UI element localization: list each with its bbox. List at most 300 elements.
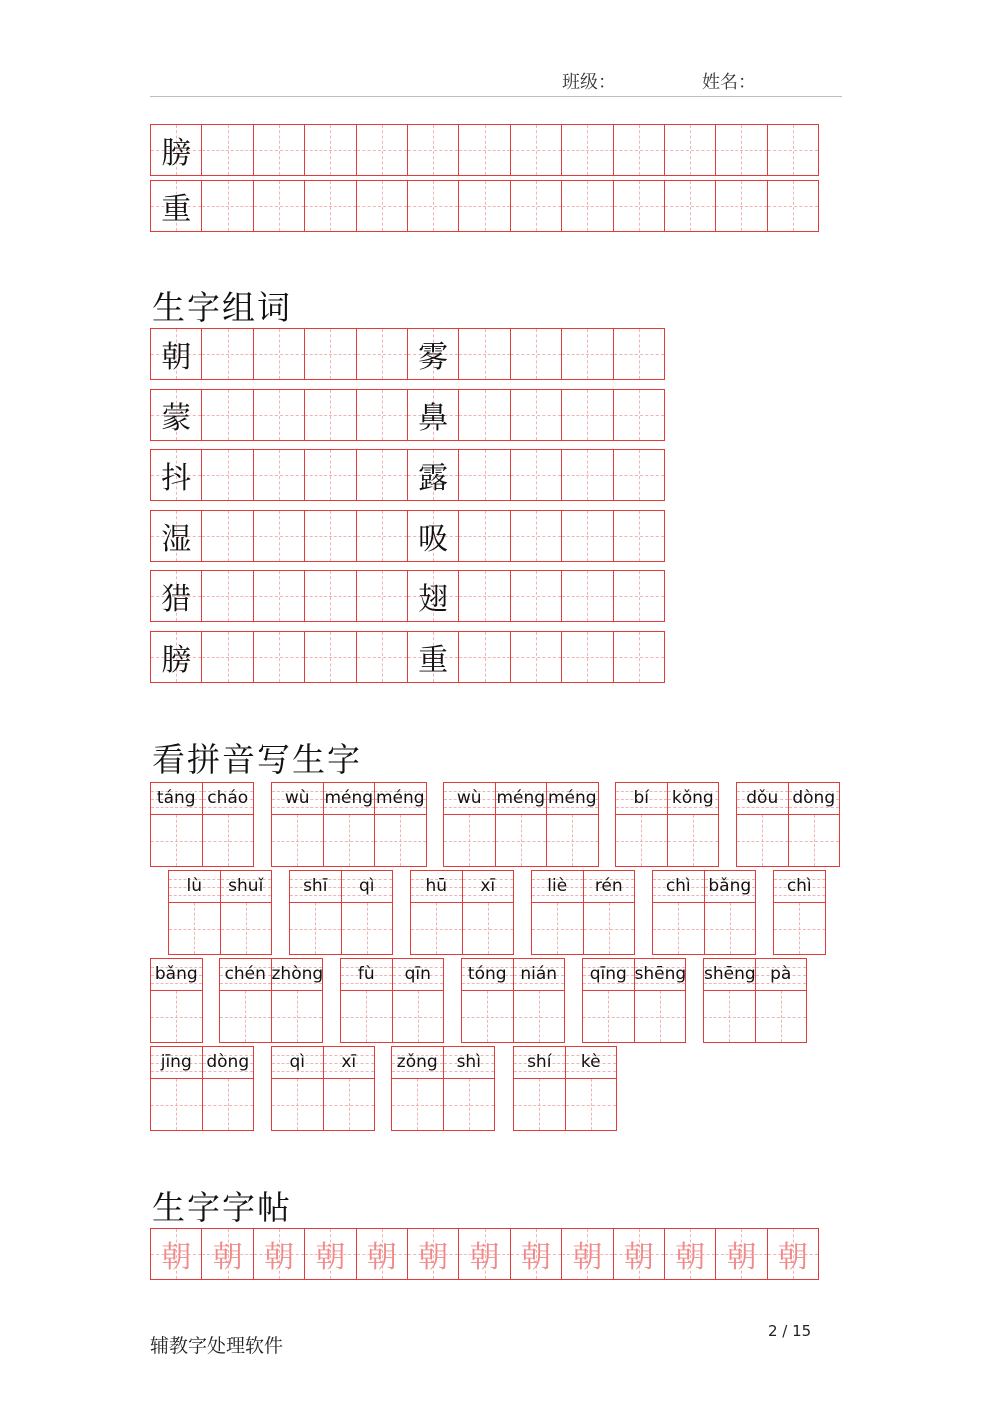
writing-cell — [151, 510, 202, 562]
pinyin-text: pà — [770, 964, 792, 984]
writing-box — [392, 1079, 443, 1130]
writing-box — [375, 815, 426, 866]
pinyin-column — [514, 1046, 566, 1131]
zuci-row — [150, 449, 665, 501]
pinyin-text: zhòng — [271, 964, 324, 984]
pinyin-text: xī — [480, 876, 496, 896]
pinyin-column — [756, 958, 808, 1043]
pinyin-word-group — [150, 1046, 254, 1131]
pinyin-column — [444, 782, 496, 867]
writing-cell — [614, 631, 665, 683]
pinyin-line — [737, 783, 788, 815]
writing-cell — [254, 124, 305, 176]
writing-cell — [202, 449, 253, 501]
pinyin-text: zǒng — [396, 1052, 438, 1072]
pinyin-line — [566, 1047, 617, 1079]
writing-cell — [254, 510, 305, 562]
writing-cell — [254, 449, 305, 501]
writing-cell — [357, 570, 408, 622]
writing-cell — [408, 328, 459, 380]
writing-box — [151, 991, 202, 1042]
pinyin-column — [392, 1046, 444, 1131]
pinyin-text: fù — [357, 964, 375, 984]
pinyin-text: méng — [496, 788, 546, 808]
writing-cell — [357, 328, 408, 380]
pinyin-column — [411, 870, 463, 955]
writing-cell — [202, 631, 253, 683]
writing-cell — [665, 180, 716, 232]
writing-cell — [202, 124, 253, 176]
writing-cell — [408, 180, 459, 232]
pinyin-line — [203, 783, 254, 815]
pinyin-line — [514, 959, 565, 991]
writing-cell — [459, 124, 510, 176]
pinyin-column — [151, 782, 203, 867]
pinyin-line — [583, 959, 634, 991]
pinyin-text: qì — [358, 876, 375, 896]
writing-cell — [254, 180, 305, 232]
pinyin-text: méng — [375, 788, 425, 808]
writing-cell — [562, 510, 613, 562]
pinyin-text: qì — [289, 1052, 305, 1072]
hanzi-character: 膀 — [161, 643, 192, 678]
writing-cell — [151, 328, 202, 380]
writing-cell — [511, 510, 562, 562]
hanzi-character: 蒙 — [161, 400, 192, 436]
writing-box — [324, 1079, 375, 1130]
pinyin-word-group — [150, 782, 254, 867]
pinyin-text: chén — [224, 964, 266, 984]
pinyin-line — [514, 1047, 565, 1079]
pinyin-line — [532, 871, 583, 903]
writing-box — [151, 815, 202, 866]
pinyin-column — [290, 870, 342, 955]
pinyin-column — [789, 782, 841, 867]
hanzi-character: 朝 — [366, 1240, 397, 1275]
pinyin-text: bí — [633, 788, 649, 808]
pinyin-line — [342, 871, 393, 903]
writing-cell — [459, 570, 510, 622]
writing-cell — [254, 389, 305, 441]
pinyin-column — [393, 958, 445, 1043]
pinyin-text: dòng — [206, 1052, 250, 1072]
pinyin-text: shēng — [704, 964, 756, 984]
pinyin-column — [496, 782, 548, 867]
hanzi-character: 朝 — [212, 1240, 243, 1275]
writing-box — [444, 1079, 495, 1130]
writing-cell — [357, 389, 408, 441]
pinyin-text: hū — [425, 876, 448, 896]
writing-box — [444, 815, 495, 866]
writing-cell — [408, 449, 459, 501]
practice-row — [150, 124, 819, 176]
pinyin-word-group — [461, 958, 565, 1043]
pinyin-column — [635, 958, 687, 1043]
writing-box — [221, 903, 272, 954]
pinyin-line — [653, 871, 704, 903]
pinyin-column — [514, 958, 566, 1043]
pinyin-word-group — [513, 1046, 617, 1131]
writing-cell — [305, 1228, 356, 1280]
pinyin-text: shī — [303, 876, 328, 896]
hanzi-character: 朝 — [418, 1240, 449, 1275]
page-number: 2 / 15 — [768, 1322, 812, 1340]
pinyin-text: dǒu — [746, 788, 779, 808]
writing-cell — [614, 570, 665, 622]
writing-cell — [562, 1228, 613, 1280]
pinyin-column — [272, 782, 324, 867]
pinyin-word-group — [410, 870, 514, 955]
hanzi-character: 朝 — [263, 1240, 294, 1275]
pinyin-column — [324, 1046, 376, 1131]
writing-cell — [357, 1228, 408, 1280]
writing-cell — [408, 124, 459, 176]
pinyin-text: tóng — [467, 964, 507, 984]
writing-cell — [562, 570, 613, 622]
writing-box — [463, 903, 514, 954]
pinyin-line — [272, 1047, 323, 1079]
pinyin-word-group — [531, 870, 635, 955]
pinyin-text: táng — [156, 788, 196, 808]
writing-cell — [614, 180, 665, 232]
zuci-row — [150, 510, 665, 562]
hanzi-character: 朝 — [726, 1240, 757, 1275]
pinyin-word-group — [168, 870, 272, 955]
writing-cell — [305, 631, 356, 683]
pinyin-line — [290, 871, 341, 903]
hanzi-character: 朝 — [623, 1240, 654, 1275]
writing-cell — [716, 180, 767, 232]
writing-box — [547, 815, 598, 866]
hanzi-character: 膀 — [161, 136, 192, 171]
writing-cell — [357, 510, 408, 562]
pinyin-line — [324, 783, 375, 815]
writing-cell — [305, 124, 356, 176]
writing-box — [290, 903, 341, 954]
writing-box — [705, 903, 756, 954]
pinyin-line — [635, 959, 686, 991]
pinyin-line — [272, 959, 323, 991]
pinyin-text: méng — [324, 788, 374, 808]
pinyin-line — [704, 959, 755, 991]
writing-cell — [202, 1228, 253, 1280]
writing-cell — [305, 389, 356, 441]
pinyin-text: rén — [594, 876, 623, 896]
writing-cell — [357, 631, 408, 683]
writing-cell — [614, 124, 665, 176]
pinyin-text: dòng — [792, 788, 836, 808]
hanzi-character: 抖 — [161, 461, 192, 497]
pinyin-column — [462, 958, 514, 1043]
hanzi-character: 露 — [418, 461, 449, 497]
pinyin-column — [463, 870, 515, 955]
writing-cell — [254, 570, 305, 622]
pinyin-line — [203, 1047, 254, 1079]
writing-cell — [459, 180, 510, 232]
writing-cell — [254, 1228, 305, 1280]
writing-box — [272, 1079, 323, 1130]
pinyin-column — [272, 1046, 324, 1131]
pinyin-line — [668, 783, 719, 815]
writing-cell — [562, 631, 613, 683]
pinyin-word-group — [340, 958, 444, 1043]
pinyin-text: kè — [580, 1052, 601, 1072]
writing-box — [411, 903, 462, 954]
pinyin-word-group — [773, 870, 826, 955]
pinyin-text: wù — [284, 788, 310, 808]
pinyin-line — [756, 959, 807, 991]
writing-cell — [459, 389, 510, 441]
writing-cell — [151, 1228, 202, 1280]
writing-box — [616, 815, 667, 866]
writing-cell — [202, 180, 253, 232]
section-title-pinyin: 看拼音写生字 — [152, 740, 362, 779]
writing-cell — [305, 510, 356, 562]
writing-box — [203, 1079, 254, 1130]
pinyin-line — [324, 1047, 375, 1079]
pinyin-column — [444, 1046, 496, 1131]
writing-cell — [511, 180, 562, 232]
hanzi-character: 雾 — [418, 340, 449, 375]
writing-cell — [151, 180, 202, 232]
writing-cell — [151, 570, 202, 622]
writing-box — [704, 991, 755, 1042]
writing-box — [169, 903, 220, 954]
pinyin-column — [583, 958, 635, 1043]
pinyin-text: qīng — [589, 964, 627, 984]
pinyin-line — [341, 959, 392, 991]
writing-cell — [614, 449, 665, 501]
hanzi-character: 朝 — [161, 1240, 192, 1275]
writing-cell — [151, 389, 202, 441]
pinyin-column — [169, 870, 221, 955]
writing-cell — [459, 449, 510, 501]
zitie-tracing-row — [150, 1228, 819, 1280]
pinyin-text: shí — [527, 1052, 552, 1072]
pinyin-line — [496, 783, 547, 815]
pinyin-column — [774, 870, 826, 955]
hanzi-character: 翅 — [418, 582, 449, 618]
writing-cell — [562, 124, 613, 176]
writing-cell — [511, 449, 562, 501]
writing-box — [566, 1079, 617, 1130]
writing-box — [462, 991, 513, 1042]
writing-cell — [665, 1228, 716, 1280]
class-label: 班级： — [562, 72, 616, 93]
pinyin-text: qīn — [404, 964, 431, 984]
writing-cell — [511, 631, 562, 683]
pinyin-column — [653, 870, 705, 955]
practice-row — [150, 180, 819, 232]
writing-box — [393, 991, 444, 1042]
pinyin-text: kǒng — [671, 788, 714, 808]
pinyin-column — [151, 1046, 203, 1131]
writing-cell — [357, 180, 408, 232]
writing-cell — [254, 328, 305, 380]
pinyin-column — [203, 1046, 255, 1131]
pinyin-line — [272, 783, 323, 815]
hanzi-character: 猎 — [161, 582, 192, 618]
pinyin-line — [151, 959, 202, 991]
pinyin-line — [547, 783, 598, 815]
writing-box — [756, 991, 807, 1042]
writing-cell — [511, 570, 562, 622]
pinyin-word-group — [219, 958, 323, 1043]
pinyin-text: xī — [341, 1052, 357, 1072]
writing-cell — [254, 631, 305, 683]
zuci-row — [150, 631, 665, 683]
pinyin-text: wù — [456, 788, 482, 808]
writing-box — [514, 1079, 565, 1130]
writing-cell — [614, 1228, 665, 1280]
writing-cell — [408, 570, 459, 622]
pinyin-text: shuǐ — [228, 876, 264, 896]
writing-cell — [408, 389, 459, 441]
pinyin-column — [668, 782, 720, 867]
writing-cell — [459, 510, 510, 562]
hanzi-character: 朝 — [675, 1240, 706, 1275]
writing-box — [342, 903, 393, 954]
hanzi-character: 朝 — [520, 1240, 551, 1275]
pinyin-text: jīng — [160, 1052, 192, 1072]
writing-cell — [408, 631, 459, 683]
pinyin-line — [789, 783, 840, 815]
pinyin-word-group — [271, 1046, 375, 1131]
writing-cell — [768, 1228, 819, 1280]
writing-cell — [305, 570, 356, 622]
pinyin-word-group — [703, 958, 807, 1043]
writing-box — [151, 1079, 202, 1130]
zuci-row — [150, 328, 665, 380]
pinyin-word-group — [391, 1046, 495, 1131]
pinyin-line — [393, 959, 444, 991]
pinyin-line — [220, 959, 271, 991]
writing-box — [514, 991, 565, 1042]
pinyin-line — [169, 871, 220, 903]
writing-cell — [305, 328, 356, 380]
writing-cell — [357, 449, 408, 501]
pinyin-word-group — [615, 782, 719, 867]
writing-cell — [511, 389, 562, 441]
hanzi-character: 鼻 — [418, 400, 449, 436]
writing-cell — [614, 328, 665, 380]
pinyin-line — [462, 959, 513, 991]
pinyin-word-group — [150, 958, 203, 1043]
section-title-zuci: 生字组词 — [152, 288, 292, 327]
writing-cell — [614, 510, 665, 562]
hanzi-character: 朝 — [572, 1240, 603, 1275]
writing-cell — [202, 570, 253, 622]
writing-cell — [562, 328, 613, 380]
writing-box — [532, 903, 583, 954]
writing-box — [635, 991, 686, 1042]
footer-software: 辅教字处理软件 — [150, 1335, 284, 1357]
writing-cell — [716, 1228, 767, 1280]
writing-box — [272, 991, 323, 1042]
writing-box — [584, 903, 635, 954]
writing-cell — [202, 510, 253, 562]
name-label: 姓名： — [702, 72, 756, 93]
pinyin-text: bǎng — [708, 876, 752, 896]
header-divider — [150, 96, 842, 97]
hanzi-character: 朝 — [777, 1240, 808, 1275]
writing-cell — [511, 124, 562, 176]
pinyin-text: chì — [665, 876, 691, 896]
pinyin-line — [444, 1047, 495, 1079]
pinyin-column — [705, 870, 757, 955]
pinyin-line — [375, 783, 426, 815]
pinyin-text: cháo — [207, 788, 249, 808]
pinyin-column — [547, 782, 599, 867]
pinyin-column — [324, 782, 376, 867]
writing-box — [583, 991, 634, 1042]
zuci-row — [150, 570, 665, 622]
pinyin-line — [616, 783, 667, 815]
writing-cell — [511, 328, 562, 380]
writing-cell — [716, 124, 767, 176]
pinyin-word-group — [289, 870, 393, 955]
writing-cell — [357, 124, 408, 176]
pinyin-line — [774, 871, 825, 903]
writing-cell — [408, 510, 459, 562]
writing-box — [203, 815, 254, 866]
pinyin-column — [584, 870, 636, 955]
hanzi-character: 朝 — [469, 1240, 500, 1275]
pinyin-column — [616, 782, 668, 867]
writing-box — [341, 991, 392, 1042]
pinyin-text: chì — [786, 876, 812, 896]
hanzi-character: 重 — [418, 643, 449, 678]
writing-cell — [305, 449, 356, 501]
writing-cell — [614, 389, 665, 441]
writing-box — [272, 815, 323, 866]
pinyin-column — [341, 958, 393, 1043]
pinyin-line — [221, 871, 272, 903]
writing-cell — [459, 328, 510, 380]
pinyin-text: bǎng — [154, 964, 198, 984]
writing-box — [668, 815, 719, 866]
hanzi-character: 湿 — [161, 521, 192, 557]
pinyin-text: shì — [456, 1052, 481, 1072]
pinyin-column — [221, 870, 273, 955]
writing-cell — [562, 449, 613, 501]
pinyin-column — [375, 782, 427, 867]
writing-cell — [511, 1228, 562, 1280]
pinyin-word-group — [736, 782, 840, 867]
pinyin-column — [737, 782, 789, 867]
pinyin-text: nián — [520, 964, 558, 984]
writing-cell — [202, 328, 253, 380]
writing-box — [220, 991, 271, 1042]
zuci-row — [150, 389, 665, 441]
writing-box — [324, 815, 375, 866]
hanzi-character: 吸 — [418, 521, 449, 557]
hanzi-character: 重 — [161, 192, 192, 227]
writing-cell — [459, 631, 510, 683]
pinyin-text: lù — [186, 876, 202, 896]
pinyin-column — [220, 958, 272, 1043]
pinyin-line — [444, 783, 495, 815]
pinyin-line — [463, 871, 514, 903]
section-title-zitie: 生字字帖 — [152, 1188, 292, 1227]
pinyin-column — [342, 870, 394, 955]
pinyin-line — [151, 1047, 202, 1079]
pinyin-line — [705, 871, 756, 903]
writing-cell — [202, 389, 253, 441]
pinyin-word-group — [271, 782, 427, 867]
pinyin-text: liè — [547, 876, 568, 896]
pinyin-line — [584, 871, 635, 903]
